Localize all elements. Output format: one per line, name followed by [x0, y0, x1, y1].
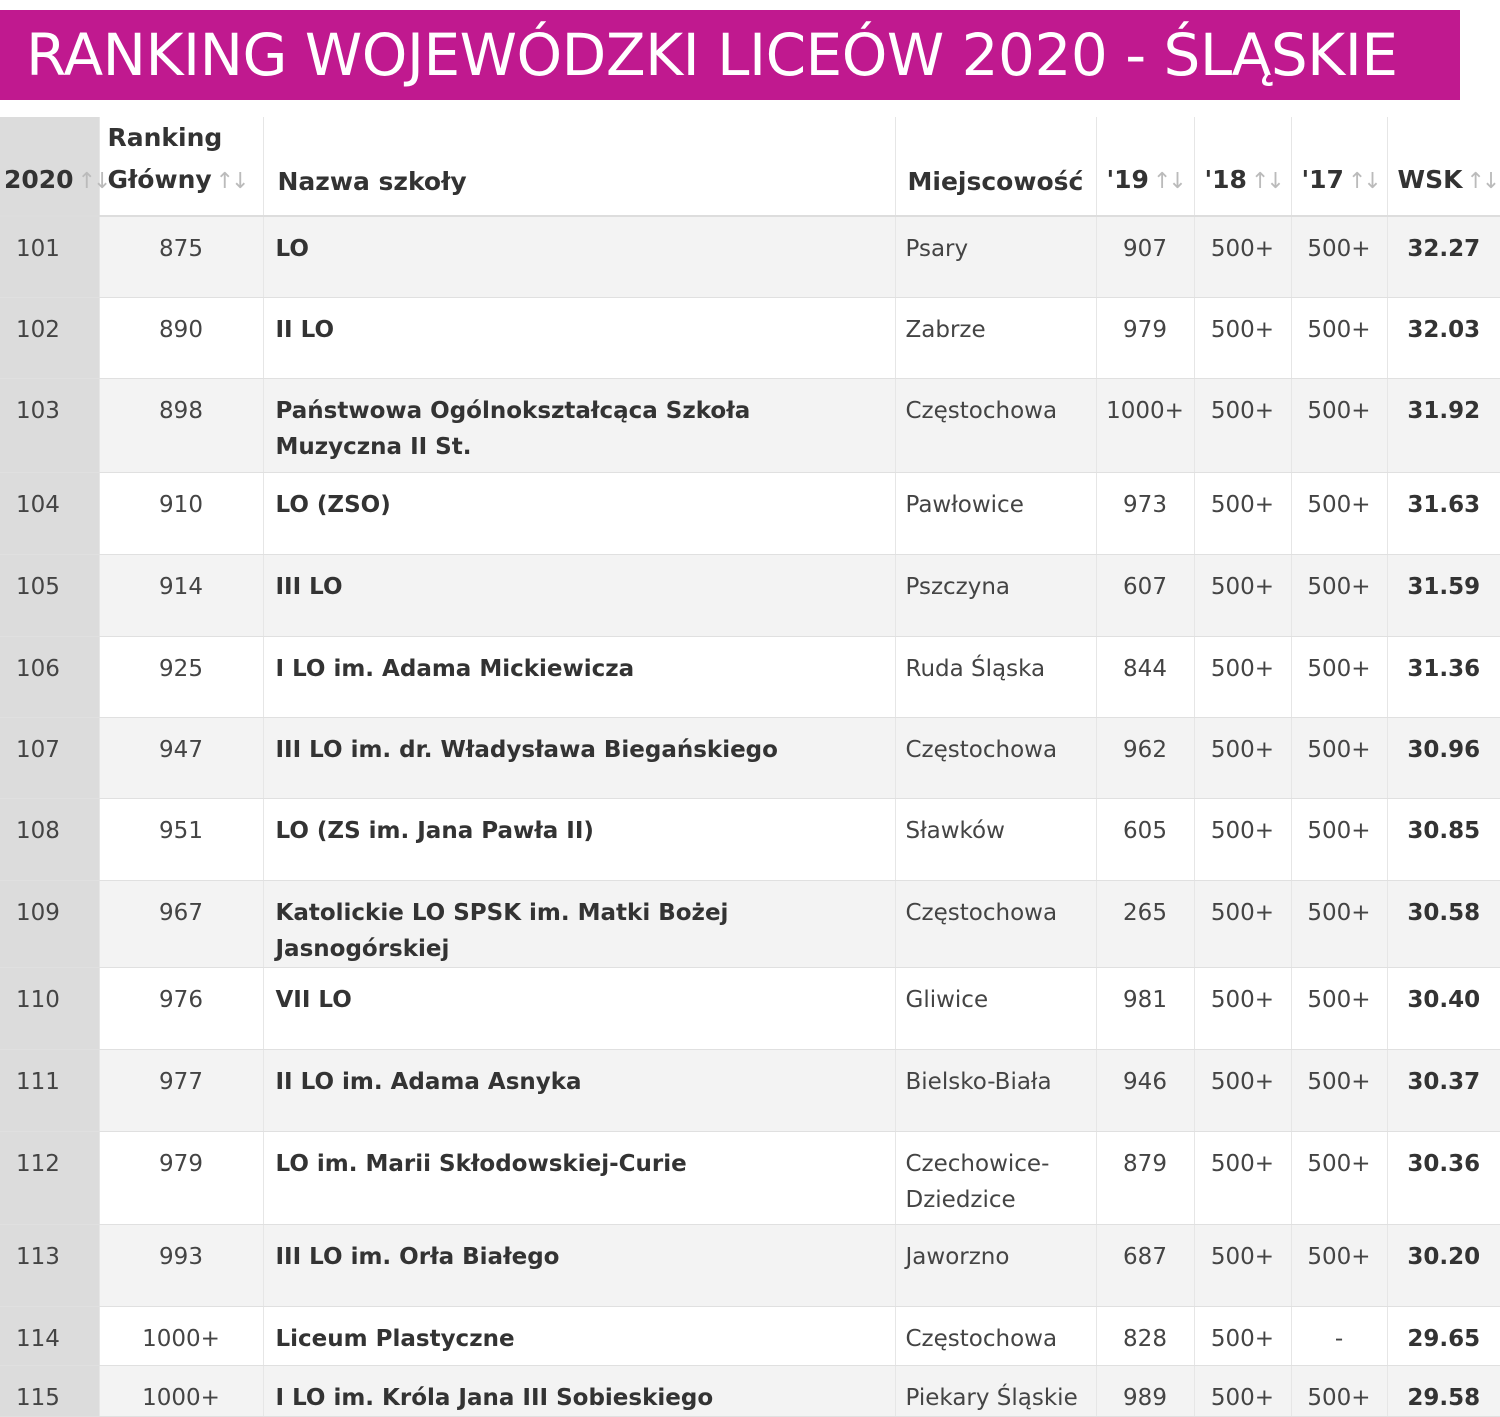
cell-rank-2020: 114	[0, 1306, 99, 1365]
cell-school-name: LO	[263, 216, 895, 297]
cell-ranking-glowny: 977	[99, 1049, 263, 1131]
cell-school-name: I LO im. Króla Jana III Sobieskiego	[263, 1365, 895, 1416]
cell-rank-17: 500+	[1291, 1224, 1387, 1306]
column-header-2020[interactable]	[0, 117, 109, 216]
cell-rank-17: 500+	[1291, 216, 1387, 297]
sort-icon[interactable]: ↑↓	[215, 169, 247, 194]
cell-ranking-glowny: 898	[99, 378, 263, 472]
cell-ranking-glowny: 993	[99, 1224, 263, 1306]
page-title: RANKING WOJEWÓDZKI LICEÓW 2020 - ŚLĄSKIE	[0, 10, 1460, 100]
table-row	[0, 216, 1500, 297]
cell-ranking-glowny: 925	[99, 636, 263, 717]
cell-school-name: III LO im. Orła Białego	[263, 1224, 895, 1306]
cell-rank-18: 500+	[1194, 216, 1291, 297]
cell-rank-18: 500+	[1194, 1224, 1291, 1306]
cell-rank-17: 500+	[1291, 1365, 1387, 1416]
cell-rank-18: 500+	[1194, 472, 1291, 554]
cell-city: Psary	[895, 216, 1096, 297]
cell-ranking-glowny: 910	[99, 472, 263, 554]
cell-rank-17: 500+	[1291, 378, 1387, 472]
cell-city: Jaworzno	[895, 1224, 1096, 1306]
cell-rank-17: 500+	[1291, 967, 1387, 1049]
cell-city: Ruda Śląska	[895, 636, 1096, 717]
cell-school-name: III LO im. dr. Władysława Biegańskiego	[263, 717, 895, 798]
table-row	[0, 717, 1500, 798]
table-row	[0, 967, 1500, 1049]
sort-icon[interactable]: ↑↓	[1250, 169, 1282, 194]
cell-wsk: 32.03	[1387, 297, 1500, 378]
cell-wsk: 31.36	[1387, 636, 1500, 717]
cell-rank-19: 1000+	[1096, 378, 1194, 472]
cell-wsk: 30.58	[1387, 880, 1500, 967]
cell-rank-18: 500+	[1194, 967, 1291, 1049]
sort-icon[interactable]: ↑↓	[77, 169, 109, 194]
cell-rank-2020: 104	[0, 472, 99, 554]
column-header-label: Nazwa szkoły	[277, 167, 467, 196]
cell-ranking-glowny: 951	[99, 798, 263, 880]
cell-rank-2020: 111	[0, 1049, 99, 1131]
column-header-label: WSK	[1397, 165, 1463, 194]
column-header-19[interactable]	[1096, 117, 1194, 216]
cell-wsk: 31.59	[1387, 554, 1500, 636]
cell-ranking-glowny: 976	[99, 967, 263, 1049]
table-row	[0, 636, 1500, 717]
cell-city: Czechowice-Dziedzice	[895, 1131, 1096, 1224]
ranking-table	[0, 117, 1500, 1417]
cell-rank-17: 500+	[1291, 297, 1387, 378]
cell-school-name: Państwowa Ogólnokształcąca Szkoła Muzyczna II St.	[263, 378, 895, 472]
cell-wsk: 32.27	[1387, 216, 1500, 297]
cell-rank-17: 500+	[1291, 798, 1387, 880]
cell-rank-2020: 115	[0, 1365, 99, 1416]
cell-rank-18: 500+	[1194, 1049, 1291, 1131]
sort-icon[interactable]: ↑↓	[1466, 169, 1498, 194]
cell-city: Piekary Śląskie	[895, 1365, 1096, 1416]
column-header-miejscowosc	[895, 117, 1096, 216]
sort-icon[interactable]: ↑↓	[1347, 169, 1379, 194]
cell-rank-18: 500+	[1194, 636, 1291, 717]
cell-rank-17: 500+	[1291, 1131, 1387, 1224]
cell-wsk: 29.58	[1387, 1365, 1500, 1416]
cell-rank-19: 607	[1096, 554, 1194, 636]
cell-wsk: 30.40	[1387, 967, 1500, 1049]
cell-rank-18: 500+	[1194, 1365, 1291, 1416]
table-row	[0, 1365, 1500, 1416]
cell-rank-19: 989	[1096, 1365, 1194, 1416]
cell-school-name: III LO	[263, 554, 895, 636]
column-header-17[interactable]	[1291, 117, 1387, 216]
cell-wsk: 30.36	[1387, 1131, 1500, 1224]
table-row	[0, 554, 1500, 636]
cell-rank-19: 828	[1096, 1306, 1194, 1365]
cell-city: Zabrze	[895, 297, 1096, 378]
cell-rank-17: 500+	[1291, 636, 1387, 717]
cell-ranking-glowny: 890	[99, 297, 263, 378]
cell-rank-18: 500+	[1194, 1306, 1291, 1365]
cell-city: Częstochowa	[895, 880, 1096, 967]
cell-city: Pawłowice	[895, 472, 1096, 554]
cell-city: Bielsko-Biała	[895, 1049, 1096, 1131]
cell-wsk: 31.63	[1387, 472, 1500, 554]
table-row	[0, 1131, 1500, 1224]
cell-school-name: II LO	[263, 297, 895, 378]
cell-rank-19: 973	[1096, 472, 1194, 554]
cell-rank-2020: 103	[0, 378, 99, 472]
table-header-row	[0, 117, 1500, 216]
cell-ranking-glowny: 914	[99, 554, 263, 636]
column-header-label: 2020	[4, 165, 74, 194]
cell-rank-17: 500+	[1291, 554, 1387, 636]
cell-ranking-glowny: 947	[99, 717, 263, 798]
cell-rank-18: 500+	[1194, 378, 1291, 472]
cell-school-name: LO (ZSO)	[263, 472, 895, 554]
cell-rank-19: 907	[1096, 216, 1194, 297]
table-row	[0, 378, 1500, 472]
column-header-label: '19	[1106, 165, 1149, 194]
cell-rank-2020: 105	[0, 554, 99, 636]
cell-wsk: 31.92	[1387, 378, 1500, 472]
cell-rank-19: 844	[1096, 636, 1194, 717]
cell-rank-17: 500+	[1291, 880, 1387, 967]
cell-city: Częstochowa	[895, 1306, 1096, 1365]
cell-rank-19: 605	[1096, 798, 1194, 880]
cell-city: Częstochowa	[895, 717, 1096, 798]
column-header-ranking-glowny[interactable]	[99, 117, 263, 216]
cell-ranking-glowny: 875	[99, 216, 263, 297]
cell-rank-2020: 109	[0, 880, 99, 967]
cell-ranking-glowny: 967	[99, 880, 263, 967]
cell-rank-19: 981	[1096, 967, 1194, 1049]
cell-rank-18: 500+	[1194, 798, 1291, 880]
table-row	[0, 880, 1500, 967]
cell-rank-19: 879	[1096, 1131, 1194, 1224]
table-body	[0, 216, 1500, 1416]
table-row	[0, 798, 1500, 880]
cell-rank-18: 500+	[1194, 297, 1291, 378]
cell-city: Pszczyna	[895, 554, 1096, 636]
cell-rank-2020: 108	[0, 798, 99, 880]
cell-wsk: 30.85	[1387, 798, 1500, 880]
cell-rank-18: 500+	[1194, 880, 1291, 967]
table-row	[0, 297, 1500, 378]
cell-rank-17: 500+	[1291, 717, 1387, 798]
cell-school-name: Katolickie LO SPSK im. Matki Bożej Jasnogórskiej	[263, 880, 895, 967]
column-header-label: Miejscowość	[907, 167, 1084, 196]
cell-school-name: Liceum Plastyczne	[263, 1306, 895, 1365]
cell-rank-2020: 101	[0, 216, 99, 297]
cell-rank-17: 500+	[1291, 472, 1387, 554]
column-header-nazwa-szkoly	[263, 117, 895, 216]
table-row	[0, 472, 1500, 554]
cell-rank-18: 500+	[1194, 717, 1291, 798]
cell-rank-18: 500+	[1194, 554, 1291, 636]
cell-school-name: I LO im. Adama Mickiewicza	[263, 636, 895, 717]
cell-ranking-glowny: 979	[99, 1131, 263, 1224]
cell-school-name: LO (ZS im. Jana Pawła II)	[263, 798, 895, 880]
cell-school-name: LO im. Marii Skłodowskiej-Curie	[263, 1131, 895, 1224]
cell-city: Sławków	[895, 798, 1096, 880]
cell-wsk: 30.20	[1387, 1224, 1500, 1306]
cell-ranking-glowny: 1000+	[99, 1365, 263, 1416]
cell-rank-19: 946	[1096, 1049, 1194, 1131]
cell-wsk: 30.96	[1387, 717, 1500, 798]
cell-ranking-glowny: 1000+	[99, 1306, 263, 1365]
column-header-label: '18	[1204, 165, 1247, 194]
column-header-18[interactable]	[1194, 117, 1291, 216]
cell-rank-2020: 112	[0, 1131, 99, 1224]
sort-icon[interactable]: ↑↓	[1152, 169, 1184, 194]
table-row	[0, 1224, 1500, 1306]
cell-rank-2020: 110	[0, 967, 99, 1049]
cell-rank-19: 979	[1096, 297, 1194, 378]
column-header-label: Ranking Główny	[107, 123, 223, 194]
cell-rank-19: 265	[1096, 880, 1194, 967]
column-header-label: '17	[1301, 165, 1344, 194]
column-header-wsk[interactable]	[1387, 117, 1500, 216]
table-row	[0, 1306, 1500, 1365]
cell-city: Gliwice	[895, 967, 1096, 1049]
cell-city: Częstochowa	[895, 378, 1096, 472]
cell-school-name: II LO im. Adama Asnyka	[263, 1049, 895, 1131]
cell-wsk: 30.37	[1387, 1049, 1500, 1131]
cell-school-name: VII LO	[263, 967, 895, 1049]
cell-rank-17: -	[1291, 1306, 1387, 1365]
cell-rank-18: 500+	[1194, 1131, 1291, 1224]
cell-rank-2020: 102	[0, 297, 99, 378]
cell-rank-2020: 106	[0, 636, 99, 717]
cell-rank-2020: 107	[0, 717, 99, 798]
cell-rank-19: 962	[1096, 717, 1194, 798]
cell-wsk: 29.65	[1387, 1306, 1500, 1365]
cell-rank-19: 687	[1096, 1224, 1194, 1306]
cell-rank-2020: 113	[0, 1224, 99, 1306]
cell-rank-17: 500+	[1291, 1049, 1387, 1131]
table-row	[0, 1049, 1500, 1131]
